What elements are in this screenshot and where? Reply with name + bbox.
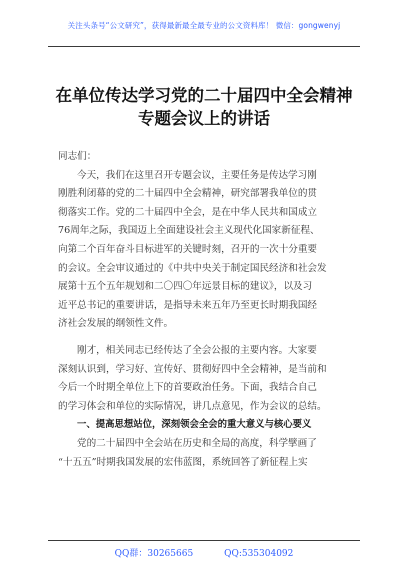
paragraph-line: 今天，我们在这里召开专题会议，主要任务是传达学习刚 [77,169,317,181]
paragraph-line: 展第十五个五年规划和二〇四〇年远景目标的建议》，以及习 [58,281,313,293]
paragraph-line: 向第二个百年奋斗目标进军的关键时刻，召开的一次十分重要 [58,243,318,255]
footer-contacts [0,546,408,559]
salutation: 同志们： [58,151,97,162]
paragraph-line: 彻落实工作。党的二十届四中全会，是在中华人民共和国成立 [58,206,318,218]
paragraph-line: 76周年之际，我国迈上全面建设社会主义现代化国家新征程、 [58,225,320,237]
qq-group-text: QQ群：30265665 [114,549,194,559]
section-heading: 一、提高思想站位，深刻领会全会的重大意义与核心要义 [77,419,312,431]
header-banner: 关注头条号“公文研究”，获得最新最全最专业的公文资料库！ 微信：gongwenyj [67,21,341,30]
footer-divider [48,540,360,541]
paragraph-line: 的会议。全会审议通过的《中共中央关于制定国民经济和社会发 [58,262,327,274]
paragraph-spacer [58,334,354,342]
qq-contact-text: QQ:535304092 [224,549,294,559]
paragraph-line: 深刻认识到，学习好、宣传好、贯彻好四中全会精神，是当前和 [58,363,327,375]
document-body [58,148,354,472]
paragraph-line: 党的二十届四中全会站在历史和全局的高度，科学擘画了 [77,437,317,449]
paragraph-line: 刚胜利闭幕的党的二十届四中全会精神，研究部署我单位的贯 [58,188,318,200]
title-line-1: 在单位传达学习党的二十届四中全会精神 [55,86,353,105]
header-divider [48,46,360,47]
paragraph-line: 近平总书记的重要讲话，是指导未来五年乃至更长时期我国经 [58,299,318,311]
paragraph-line: 今后一个时期全单位上下的首要政治任务。下面，我结合自己 [58,382,318,394]
paragraph-line: 刚才，相关同志已经传达了全会公报的主要内容。大家要 [77,344,317,356]
paragraph-line: 济社会发展的纲领性文件。 [58,318,174,330]
document-title [0,84,408,130]
paragraph-line: “十五五”时期我国发展的宏伟蓝图，系统回答了新征程上实 [58,456,308,468]
title-line-2: 专题会议上的讲话 [138,109,270,128]
paragraph-line: 的学习体会和单位的实际情况，讲几点意见，作为会议的总结。 [58,400,327,412]
